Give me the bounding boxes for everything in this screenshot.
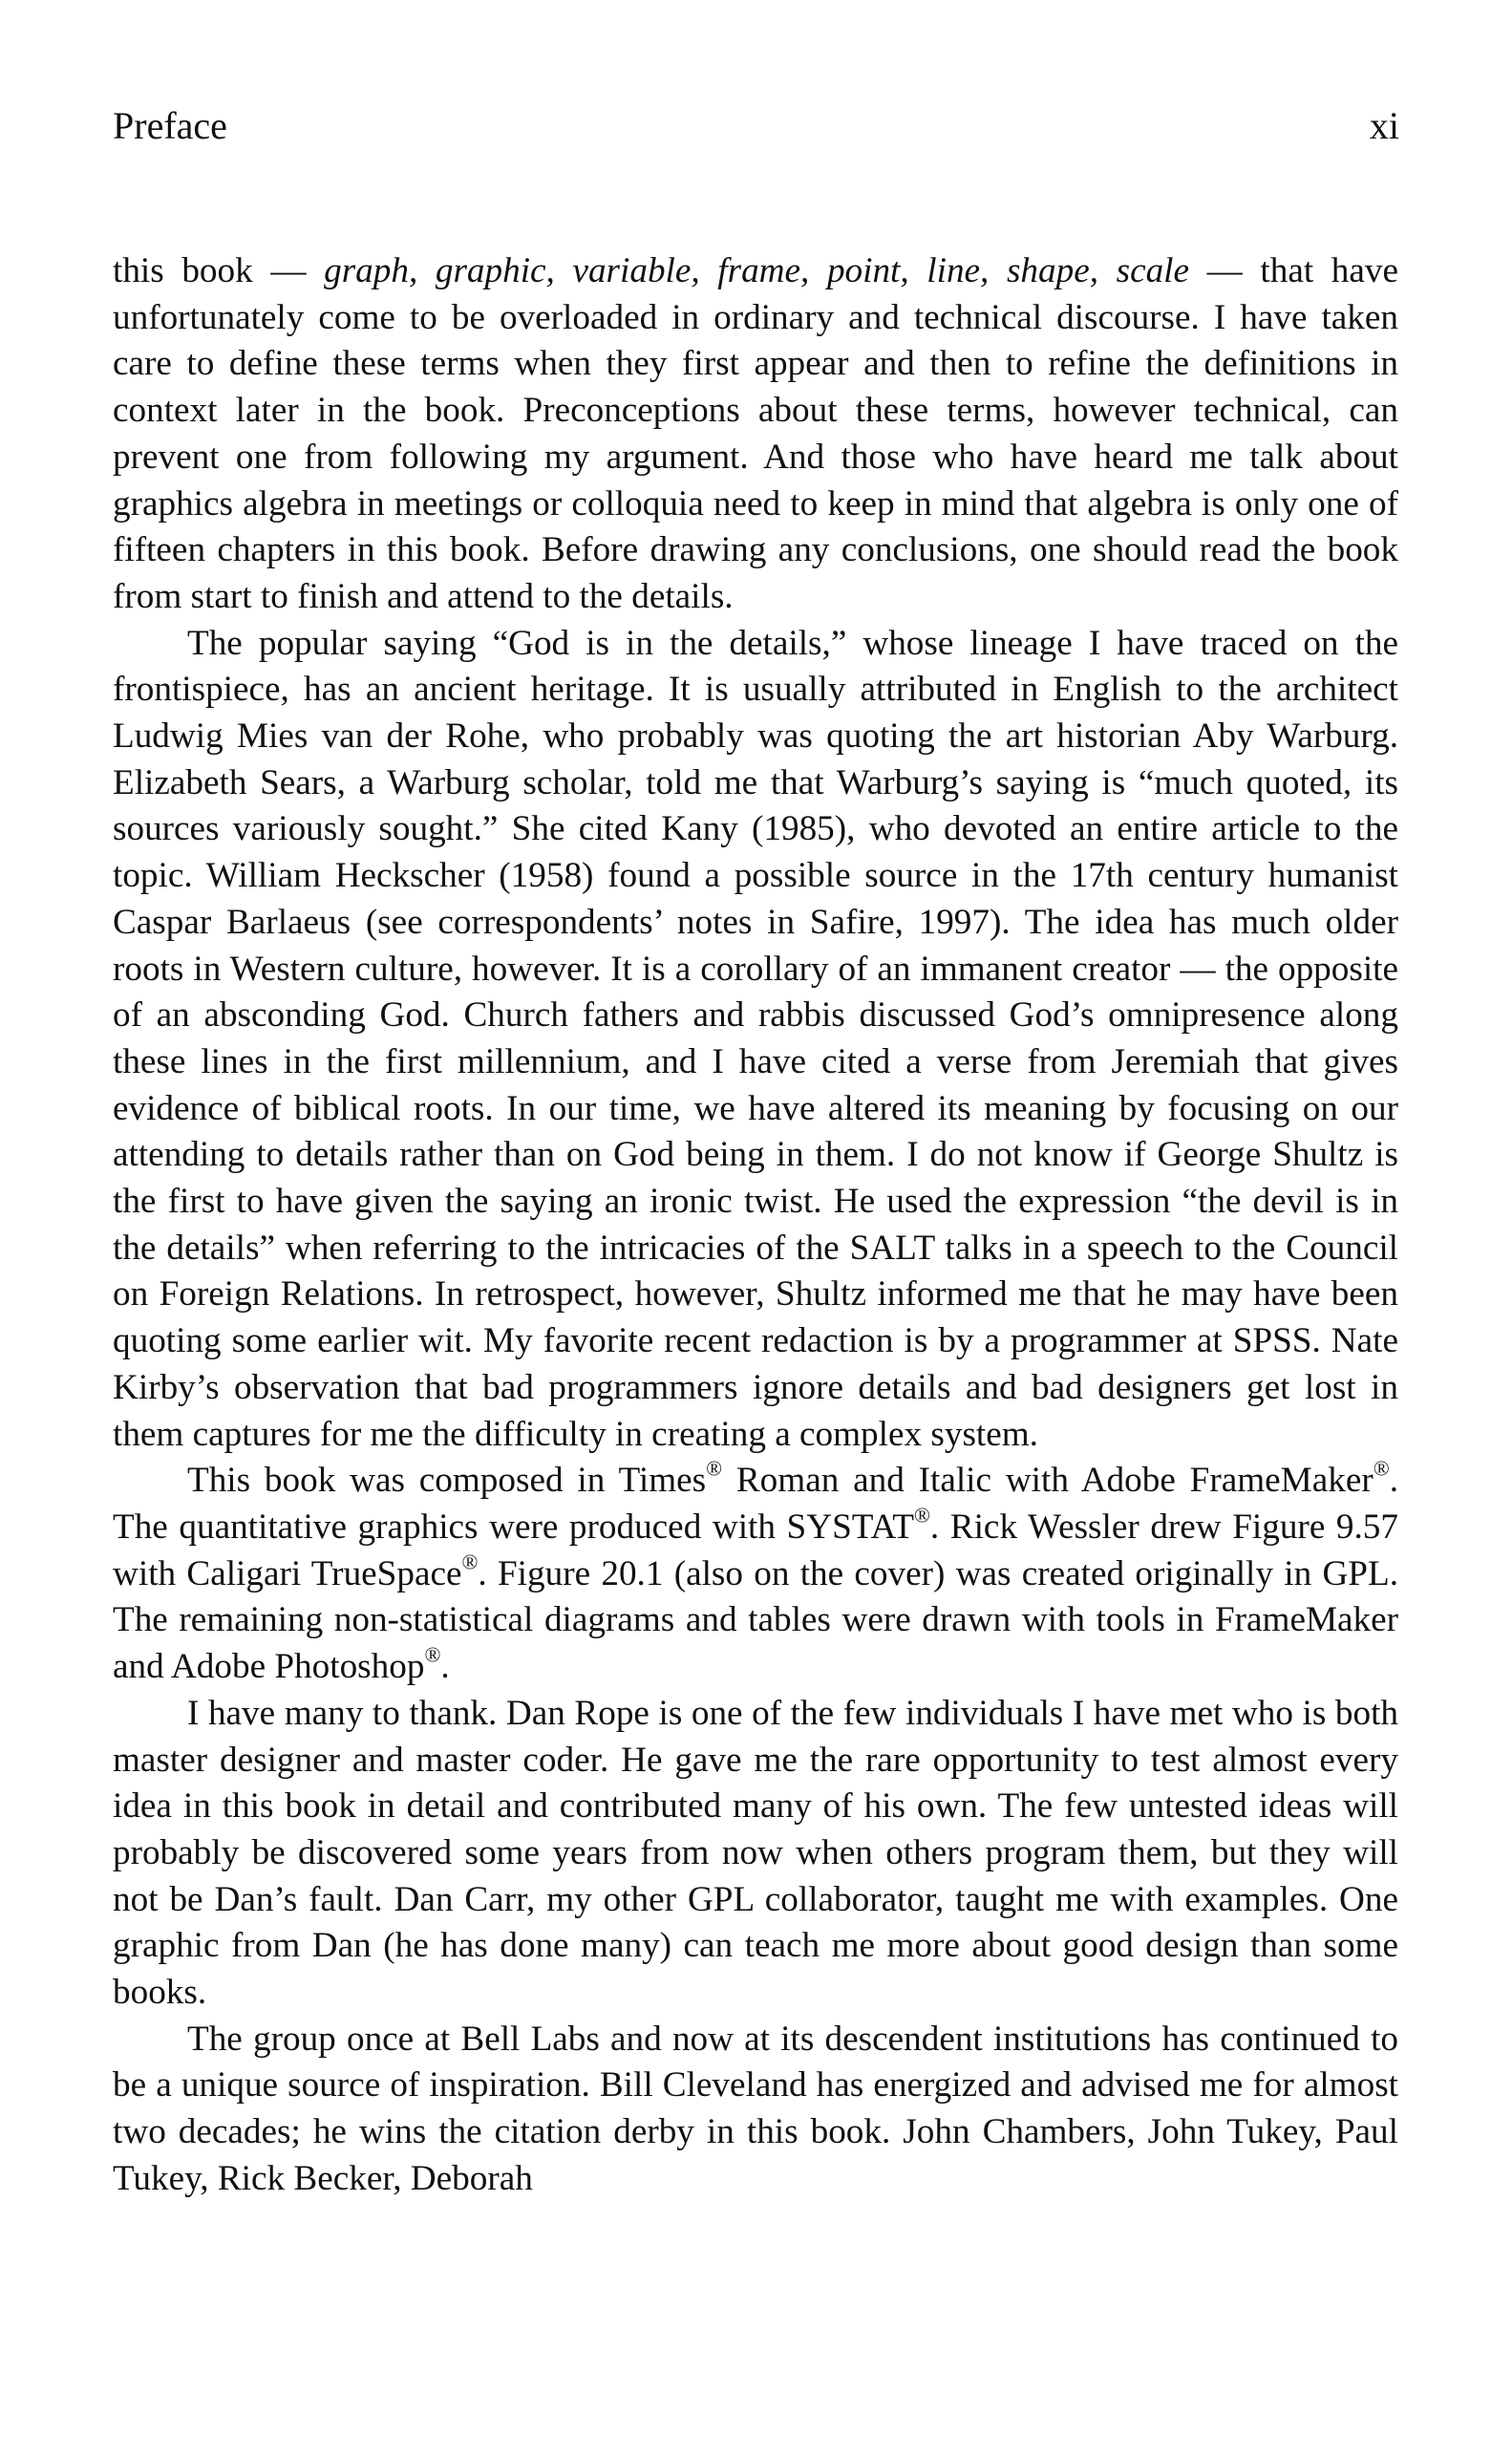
running-head bbox=[113, 101, 1399, 151]
paragraph-2: The popular saying “God is in the details,” whose lineage I have traced on the frontispiece, has an ancient heritage. It is usually attributed in English to the architect Ludwig Mies van der Rohe, who probably was quoting the art historian Aby Warburg. Elizabeth Sears, a Warburg scholar, told me that Warburg’s saying is “much quoted, its sources variously sought.” She cited Kany (1985), who devoted an entire article to the topic. William Heckscher (1958) found a possible source in the 17th century humanist Caspar Barlaeus (see correspondents’ notes in Safire, 1997). The idea has much older roots in Western culture, however. It is a corollary of an immanent creator — the opposite of an absconding God. Church fathers and rabbis discussed God’s omnipresence along these lines in the first millennium, and I have cited a verse from Jeremiah that gives evidence of biblical roots. In our time, we have altered its meaning by focusing on our attending to details rather than on God being in them. I do not know if George Shultz is the first to have given the saying an ironic twist. He used the expression “the devil is in the details” when referring to the intricacies of the SALT talks in a speech to the Council on Foreign Relations. In retrospect, however, Shultz informed me that he may have been quoting some earlier wit. My favorite recent redaction is by a programmer at SPSS. Nate Kirby’s observation that bad programmers ignore details and bad designers get lost in them captures for me the difficulty in creating a complex system. bbox=[113, 623, 1398, 1454]
paragraph-3-part-a: This book was composed in Times bbox=[187, 1461, 707, 1501]
paragraph-3-part-b: Roman and Italic with Adobe FrameMaker bbox=[722, 1461, 1374, 1501]
paragraph-4: I have many to thank. Dan Rope is one of the few individuals I have met who is both master designer and master coder. He gave me the rare opportunity to test almost every idea in this book in detail and contributed many of his own. The few untested ideas will probably be discovered some years from now when others program them, but they will not be Dan’s fault. Dan Carr, my other GPL collaborator, taught me with examples. One graphic from Dan (he has done many) can teach me more about good design than some books. bbox=[113, 1693, 1398, 2013]
registered-mark: ® bbox=[424, 1642, 441, 1667]
paragraph-1 bbox=[113, 248, 1398, 621]
paragraph-3-part-d: . Rick Wessler drew Figure 9.57 with Caligari TrueSpace bbox=[113, 1507, 1398, 1593]
paragraph-3-part-c: . The quantitative graphics were produced with SYSTAT bbox=[113, 1461, 1398, 1547]
paragraph-3-part-e: . Figure 20.1 (also on the cover) was created originally in GPL. The remaining non-statistical diagrams and tables were drawn with tools in FrameMaker and Adobe Photoshop bbox=[113, 1553, 1398, 1687]
paragraph-3-part-f: . bbox=[440, 1647, 450, 1687]
body-text bbox=[113, 248, 1398, 2203]
running-head-title: Preface bbox=[113, 104, 227, 147]
paragraph-5: The group once at Bell Labs and now at its descendent institutions has continued to be a unique source of inspiration. Bill Cleveland has energized and advised me for almost two decades; he wins the citation derby in this book. John Chambers, John Tukey, Paul Tukey, Rick Becker, Deborah bbox=[113, 2019, 1398, 2198]
page-number: xi bbox=[1369, 104, 1399, 147]
paragraph-1-rest: — that have unfortunately come to be overloaded in ordinary and technical discourse. I have taken care to define these terms when they first appear and then to refine the definitions in context later in the book. Preconceptions about these terms, however technical, can prevent one from following my argument. And those who have heard me talk about graphics algebra in meetings or colloquia need to keep in mind that algebra is only one of fifteen chapters in this book. Before drawing any conclusions, one should read the book from start to finish and attend to the details. bbox=[113, 251, 1398, 616]
paragraph-1-lead: this book — bbox=[113, 251, 325, 290]
registered-mark: ® bbox=[1373, 1456, 1390, 1481]
registered-mark: ® bbox=[706, 1456, 723, 1481]
registered-mark: ® bbox=[913, 1503, 930, 1528]
paragraph-1-italic-terms: graph, graphic, variable, frame, point, line, shape, scale bbox=[324, 251, 1190, 290]
paragraph-3 bbox=[113, 1458, 1398, 1691]
registered-mark: ® bbox=[461, 1549, 479, 1573]
